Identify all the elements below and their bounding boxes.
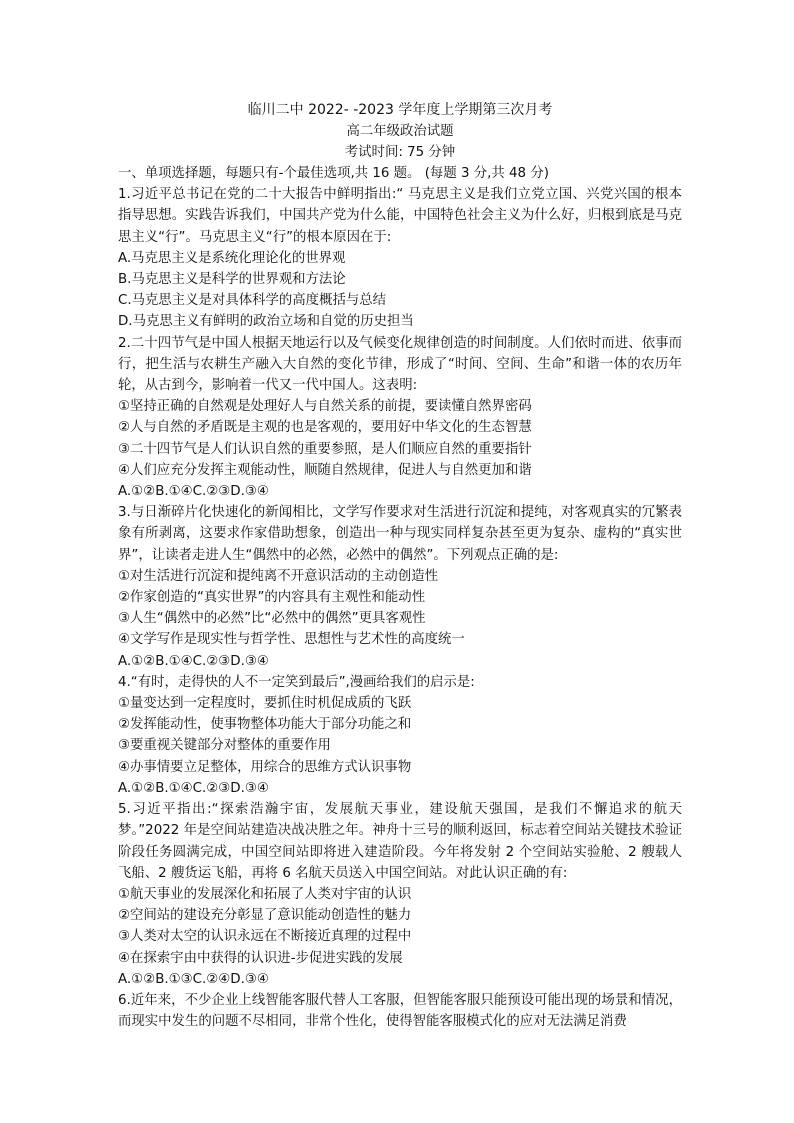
question-4: [118, 672, 682, 799]
option: D.马克思主义有鲜明的政治立场和自觉的历史担当: [118, 314, 414, 330]
exam-title: 临川二中 2022- -2023 学年度上学期第三次月考: [247, 102, 553, 118]
option: ①航天事业的发展深化和拓展了人类对宇宙的认识: [118, 886, 412, 902]
option: ①量变达到一定程度时，要抓住时机促成质的飞跃: [118, 696, 412, 712]
question-3: [118, 502, 682, 672]
exam-time: 考试时间: 75 分钟: [344, 145, 456, 160]
option: ②发挥能动性，使事物整体功能大于部分功能之和: [118, 717, 412, 733]
option: ③人类对太空的认识永远在不断接近真理的过程中: [118, 929, 412, 945]
question-stem: 2.二十四节气是中国人根据天地运行以及气候变化规律创造的时间制度。人们依时而进、依事而行，把生活与农耕生产融入大自然的变化节律，形成了“时间、空间、生命”和谐一体的农历年轮，从古到今，影响着一代又一代中国人。这表明:: [118, 335, 682, 394]
option: A.马克思主义是系统化理论化的世界观: [118, 250, 346, 266]
section-heading: 一、单项选择题，每题只有-个最佳选项,共 16 题。 (每题 3 分,共 48 分): [118, 166, 549, 181]
answer-choices: A.①②B.①④C.②③D.③④: [118, 780, 269, 796]
option: ①坚持正确的自然观是处理好人与自然关系的前提，要读懂自然界密码: [118, 399, 532, 415]
answer-choices: A.①②B.①④C.②③D.③④: [118, 653, 269, 669]
answer-choices: A.①②B.①④C.②③D.③④: [118, 484, 269, 500]
question-stem: 6.近年来，不少企业上线智能客服代替人工客服，但智能客服只能预设可能出现的场景和情况，而现实中发生的问题不尽相同，非常个性化，使得智能客服模式化的应对无法满足消费: [118, 992, 682, 1030]
option: ②空间站的建设充分彰显了意识能动创造性的魅力: [118, 908, 412, 924]
question-2: [118, 333, 682, 503]
option: ④文学写作是现实性与哲学性、思想性与艺术性的高度统一: [118, 632, 465, 648]
option: ③人生“偶然中的必然”比“必然中的偶然”更具客观性: [118, 611, 426, 627]
exam-subtitle: 高二年级政治试题: [346, 124, 454, 139]
question-5: [118, 799, 682, 990]
option: ②人与自然的矛盾既是主观的也是客观的，要用好中华文化的生态智慧: [118, 420, 532, 436]
option: ④人们应充分发挥主观能动性，顺随自然规律，促进人与自然更加和谐: [118, 462, 532, 478]
question-6: [118, 990, 682, 1032]
question-stem: 4.“有时，走得快的人不一定笑到最后”,漫画给我们的启示是:: [118, 674, 475, 690]
exam-header: [118, 100, 682, 163]
option: C.马克思主义是对具体科学的高度概括与总结: [118, 293, 387, 309]
option: ③二十四节气是人们认识自然的重要参照，是人们顺应自然的重要指针: [118, 441, 532, 457]
option: B.马克思主义是科学的世界观和方法论: [118, 272, 346, 288]
question-1: [118, 184, 682, 332]
option: ②作家创造的“真实世界”的内容具有主观性和能动性: [118, 590, 426, 606]
answer-choices: A.①②B.①③C.②④D.③④: [118, 971, 269, 987]
option: ④办事情要立足整体，用综合的思维方式认识事物: [118, 759, 412, 775]
question-stem: 1.习近平总书记在党的二十大报告中鲜明指出:“ 马克思主义是我们立党立国、兴党兴国的根本指导思想。实践告诉我们，中国共产党为什么能，中国特色社会主义为什么好，归根到底是马克思主义“行”。马克思主义“行”的根本原因在于:: [118, 187, 682, 245]
option: ④在探索宇由中获得的认识进-步促进实践的发展: [118, 950, 403, 966]
question-stem: 5.习近平指出:“探索浩瀚宇宙，发展航天事业，建设航天强国，是我们不懈追求的航天梦。”2022 年是空间站建造决战决胜之年。神舟十三号的顺利返回，标志着空间站关键技术验证阶段任务圆满完成，中国空间站即将进入建造阶段。今年将发射 2 个空间站实验舱、2 艘载人飞船、2 艘货运飞船，再将 6 名航天员送入中国空间站。对此认识正确的有:: [118, 802, 682, 881]
option: ①对生活进行沉淀和提纯离不开意识活动的主动创造性: [118, 568, 438, 584]
option: ③要重视关键部分对整体的重要作用: [118, 738, 331, 754]
question-stem: 3.与日渐碎片化快速化的新闻相比，文学写作要求对生活进行沉淀和提纯，对客观真实的冗繁表象有所剥离，这要求作家借助想象，创造出一种与现实同样复杂甚至更为复杂、虚构的“真实世界”，让读者走进人生“偶然中的必然，必然中的偶然”。下列观点正确的是:: [118, 505, 682, 563]
